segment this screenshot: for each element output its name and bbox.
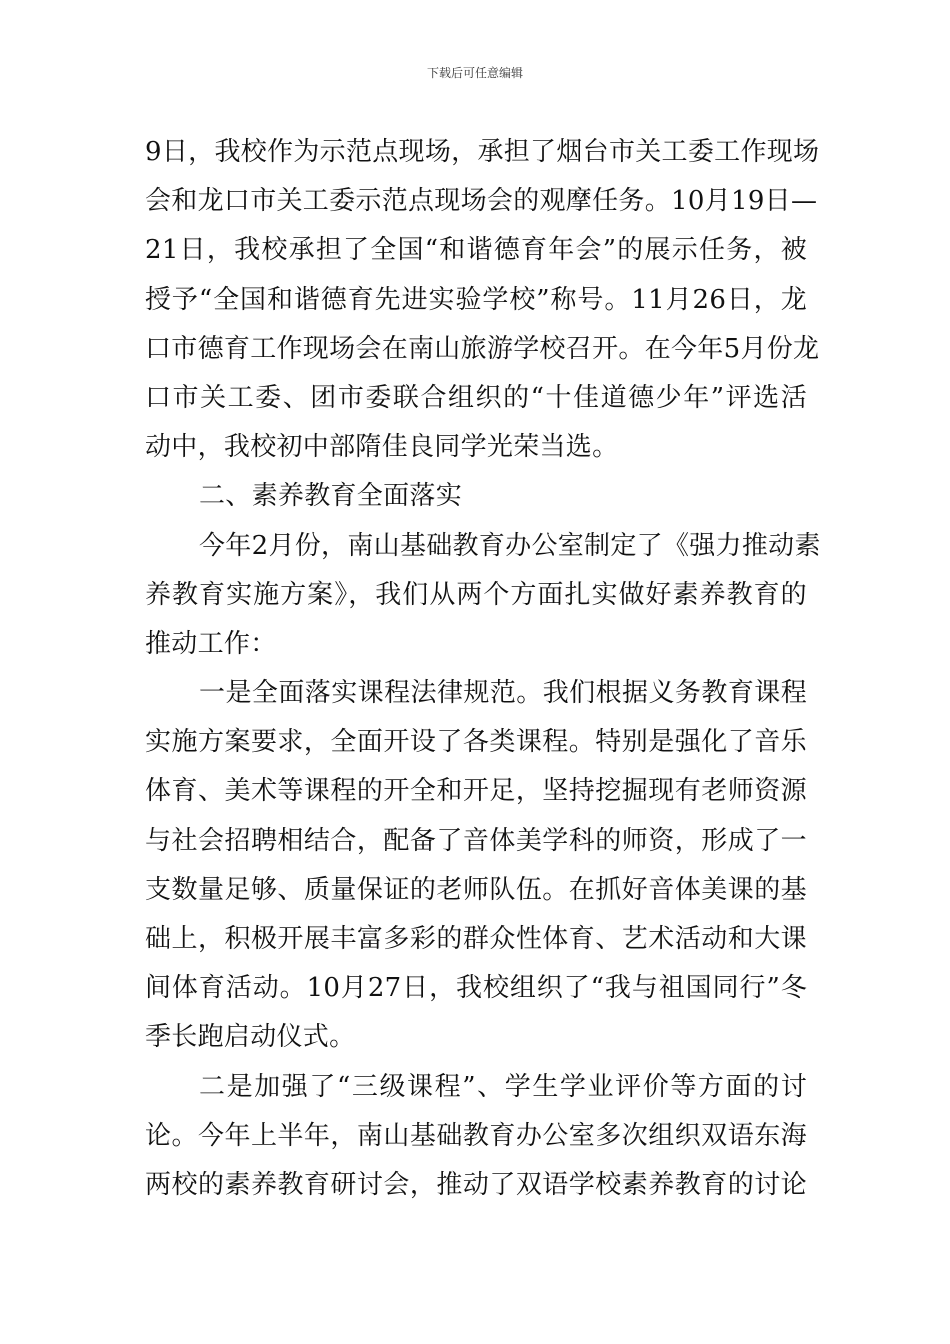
text-line: 9日，我校作为示范点现场，承担了烟台市关工委工作现场 (145, 137, 820, 167)
text-line: 动中，我校初中部隋佳良同学光荣当选。 (145, 432, 619, 463)
text-line: 推动工作： (145, 628, 277, 659)
text-line: 口市关工委、团市委联合组织的“十佳道德少年”评选活 (145, 382, 807, 413)
text-line: 养教育实施方案》，我们从两个方面扎实做好素养教育的 (145, 579, 807, 610)
text-line: 会和龙口市关工委示范点现场会的观摩任务。10月19日— (145, 186, 818, 217)
text-line: 季长跑启动仪式。 (145, 1022, 356, 1053)
text-line: 口市德育工作现场会在南山旅游学校召开。在今年5月份龙 (145, 333, 820, 364)
text-line: 21日，我校承担了全国“和谐德育年会”的展示任务，被 (145, 235, 807, 266)
text-line: 础上，积极开展丰富多彩的群众性体育、艺术活动和大课 (145, 924, 807, 954)
text-line: 支数量足够、质量保证的老师队伍。在抓好音体美课的基 (145, 874, 807, 905)
text-line: 授予“全国和谐德育先进实验学校”称号。11月26日，龙 (145, 284, 807, 315)
text-line: 与社会招聘相结合，配备了音体美学科的师资，形成了一 (145, 825, 807, 856)
text-line: 实施方案要求，全面开设了各类课程。特别是强化了音乐 (145, 727, 807, 758)
page-header: 下载后可任意编辑 (426, 66, 523, 80)
text-line: 今年2月份，南山基础教育办公室制定了《强力推动素 (199, 530, 821, 561)
text-line: 体育、美术等课程的开全和开足，坚持挖掘现有老师资源 (145, 776, 807, 807)
document-body (145, 128, 821, 1210)
text-line: 一是全面落实课程法律规范。我们根据义务教育课程 (199, 678, 807, 709)
text-line: 间体育活动。10月27日，我校组织了“我与祖国同行”冬 (145, 973, 807, 1004)
text-line: 二是加强了“三级课程”、学生学业评价等方面的讨 (199, 1071, 807, 1102)
text-line: 论。今年上半年，南山基础教育办公室多次组织双语东海 (145, 1120, 807, 1151)
section-heading: 二、素养教育全面落实 (199, 481, 463, 512)
text-line: 两校的素养教育研讨会，推动了双语学校素养教育的讨论 (145, 1169, 807, 1200)
